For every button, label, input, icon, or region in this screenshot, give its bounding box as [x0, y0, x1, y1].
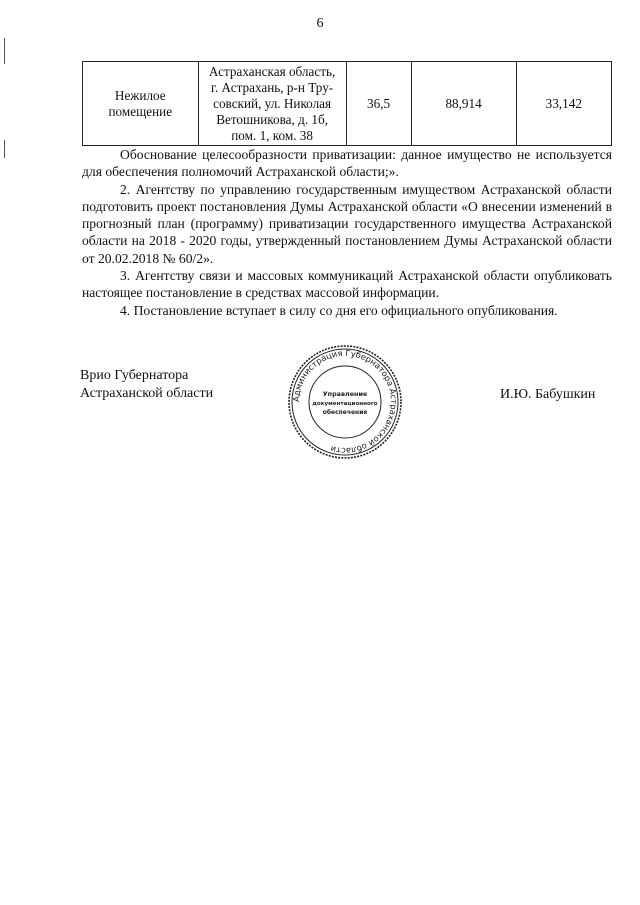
- address-cell: [198, 62, 346, 146]
- address-line: совский, ул. Николая: [213, 95, 332, 111]
- address-line: Астраханская область,: [208, 63, 336, 79]
- signer-title-line: Астраханской области: [80, 386, 214, 401]
- seal-ring-text: Администрация Губернатора Астраханской области: [290, 347, 400, 457]
- property-name-cell: [83, 62, 199, 146]
- paragraph-justification: Обоснование целесообразности приватизации: данное имущество не используется для обеспечения полномочий Астраханской области;».: [82, 147, 612, 180]
- margin-mark-top: [4, 38, 5, 64]
- signer-name: И.Ю. Бабушкин: [500, 387, 596, 402]
- address-line: Ветошникова, д. 1б,: [216, 111, 329, 127]
- table-row: [83, 62, 612, 146]
- property-name-line: помещение: [108, 103, 173, 119]
- paragraph-item-2: 2. Агентству по управлению государственным имуществом Астраханской области подготовить проект постановления Думы Астраханской области «О внесении изменений в прогнозный план (программу) приватизации государственного имущества Астраханской области на 2018 - 2020 годы, утвержденный постановлением Думы Астраханской области от 20.02.2018 № 60/2».: [82, 181, 612, 266]
- address-line: пом. 1, ком. 38: [231, 127, 313, 143]
- seal-center-line: Управление: [322, 390, 368, 398]
- signer-title: [80, 367, 213, 403]
- official-seal: [287, 344, 403, 460]
- address-line: г. Астрахань, р-н Тру-: [211, 79, 334, 95]
- property-table: [82, 61, 612, 146]
- value1-cell: 88,914: [411, 62, 516, 146]
- signer-title-line: Врио Губернатора: [80, 368, 189, 383]
- margin-mark-bottom: [4, 140, 5, 158]
- body-text: [82, 146, 612, 319]
- seal-center-line: документационного: [312, 401, 378, 407]
- property-name-line: Нежилое: [114, 87, 166, 103]
- value2-cell: 33,142: [516, 62, 611, 146]
- paragraph-item-3: 3. Агентству связи и массовых коммуникаций Астраханской области опубликовать настоящее постановление в средствах массовой информации.: [82, 268, 612, 301]
- seal-center-line: обеспечения: [322, 409, 368, 416]
- page-number: 6: [316, 16, 324, 31]
- area-cell: 36,5: [346, 62, 411, 146]
- paragraph-item-4: 4. Постановление вступает в силу со дня его официального опубликования.: [120, 302, 558, 318]
